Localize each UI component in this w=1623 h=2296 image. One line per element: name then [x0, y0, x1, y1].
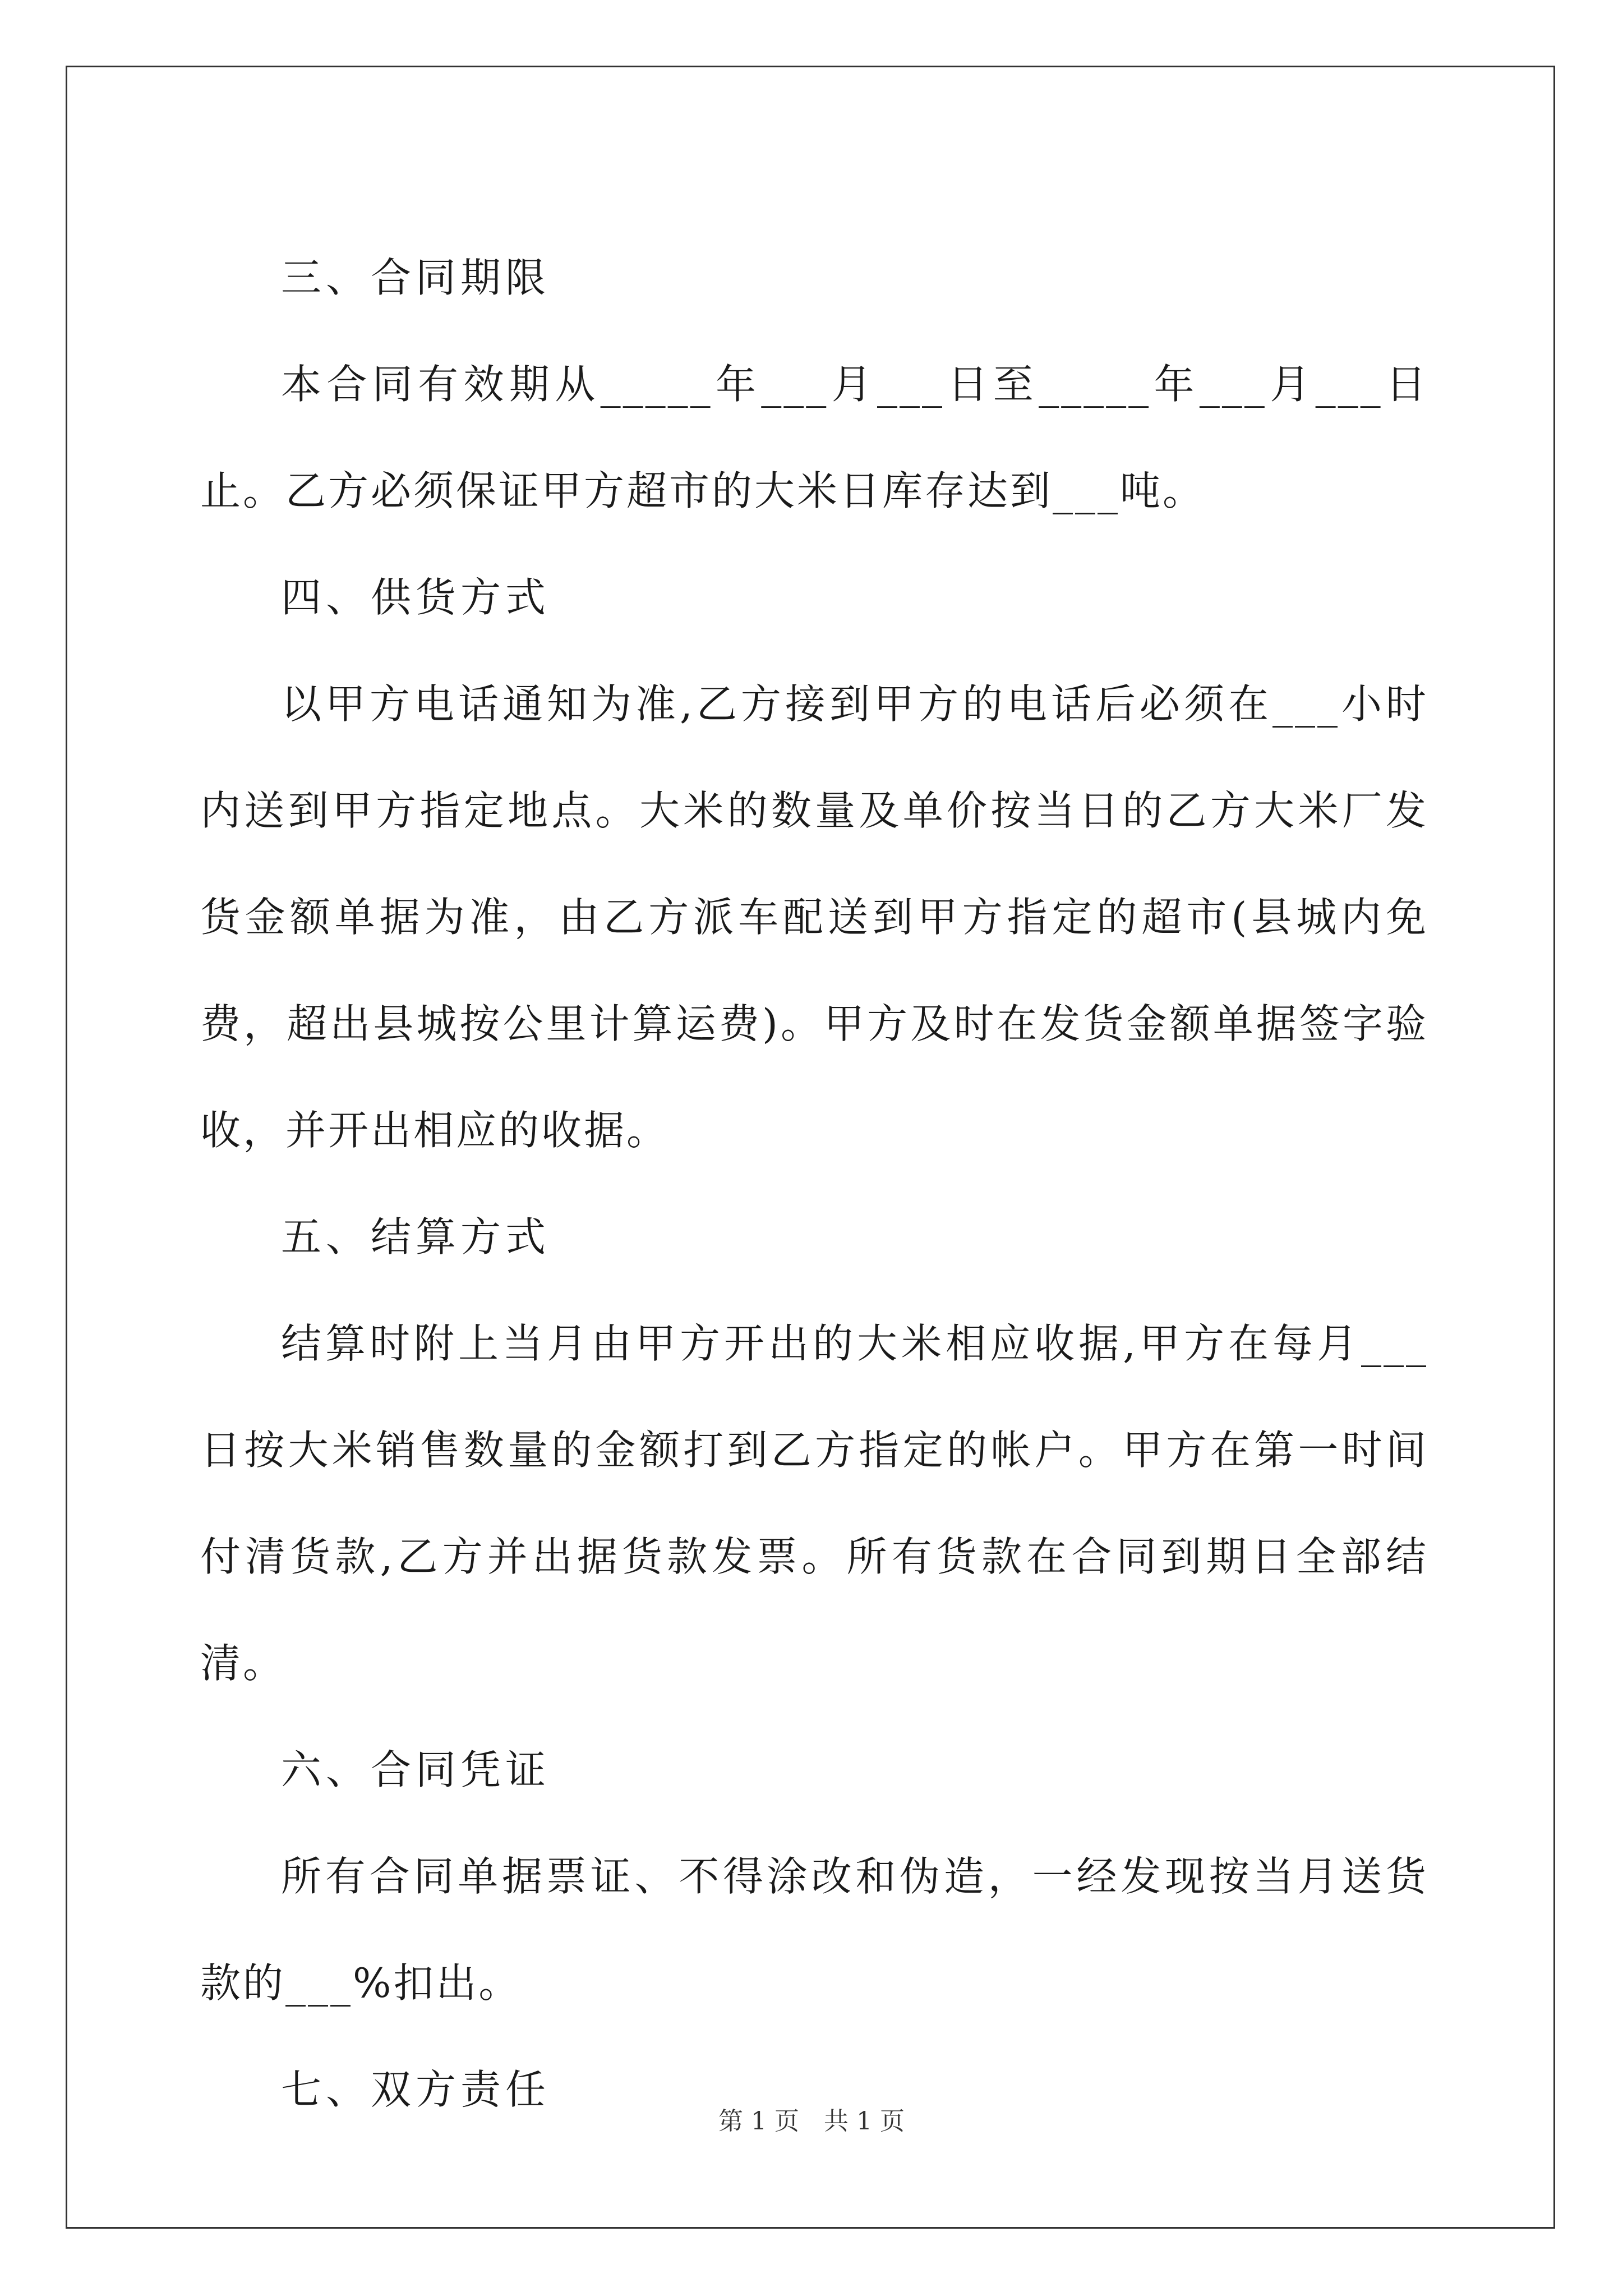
section-heading-settlement: 五、结算方式 [281, 1213, 551, 1260]
page-footer: 第 1 页 共 1 页 [718, 2107, 905, 2136]
section-paragraph-voucher: 所有合同单据票证、不得涂改和伪造，一经发现按当月送货款的___%扣出。 [200, 1853, 1428, 2007]
document-body [200, 224, 1428, 2143]
section-paragraph-supply: 以甲方电话通知为准,乙方接到甲方的电话后必须在___小时内送到甲方指定地点。大米的数量及单价按当日的乙方大米厂发货金额单据为准，由乙方派车配送到甲方指定的超市(县城内免费，超出县城按公里计算运费)。甲方及时在发货金额单据签字验收，并开出相应的收据。 [200, 680, 1428, 1154]
section-heading-voucher: 六、合同凭证 [281, 1746, 551, 1793]
section-paragraph-settlement: 结算时附上当月由甲方开出的大米相应收据,甲方在每月___日按大米销售数量的金额打到乙方指定的帐户。甲方在第一时间付清货款,乙方并出据货款发票。所有货款在合同到期日全部结清。 [200, 1320, 1428, 1687]
section-heading-supply: 四、供货方式 [281, 574, 551, 621]
section-heading-responsibility: 七、双方责任 [281, 2066, 551, 2113]
section-heading-term: 三、合同期限 [281, 254, 551, 301]
section-paragraph-term: 本合同有效期从_____年___月___日至_____年___月___日止。乙方必须保证甲方超市的大米日库存达到___吨。 [200, 361, 1428, 514]
